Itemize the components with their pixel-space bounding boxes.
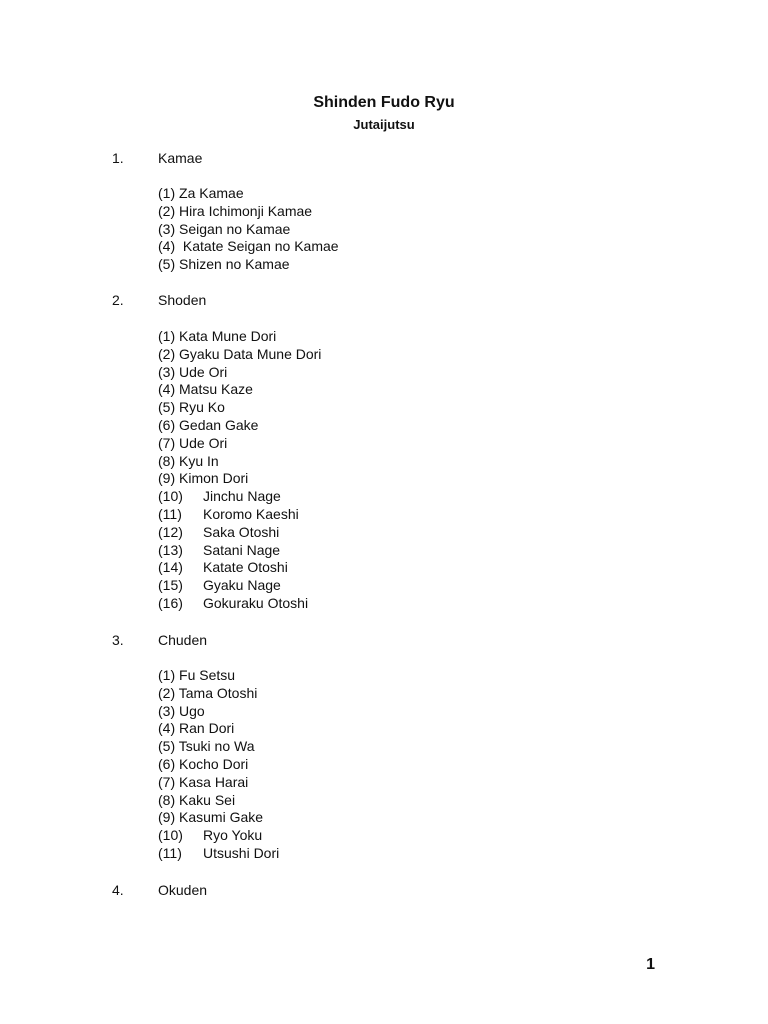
list-item <box>158 774 279 792</box>
section-chuden-items <box>158 667 279 863</box>
list-item-number: (9) <box>158 470 176 487</box>
list-item <box>158 256 339 274</box>
list-item-number: (5) <box>158 399 176 416</box>
section-shoden-items <box>158 328 321 613</box>
list-item <box>158 506 321 524</box>
list-item-number: (7) <box>158 434 176 451</box>
list-item-number: (3) <box>158 220 176 237</box>
list-item <box>158 792 279 810</box>
list-item-number: (8) <box>158 452 176 469</box>
list-item <box>158 221 339 239</box>
list-item-number: (2) <box>158 202 176 219</box>
section-number: 1. <box>112 150 124 166</box>
list-item <box>158 559 321 577</box>
list-item-text: Katate Seigan no Kamae <box>179 238 339 255</box>
list-item-text: Matsu Kaze <box>179 381 253 398</box>
list-item-number: (10) <box>158 488 183 505</box>
list-item-number: (11) <box>158 844 182 861</box>
list-item <box>158 703 279 721</box>
list-item-text: Gedan Gake <box>179 416 259 433</box>
list-item <box>158 417 321 435</box>
list-item <box>158 381 321 399</box>
list-item-number: (5) <box>158 256 176 273</box>
list-item-text: Jinchu Nage <box>203 488 281 505</box>
list-item <box>158 524 321 542</box>
list-item <box>158 685 279 703</box>
list-item-text: Kasumi Gake <box>179 809 264 826</box>
list-item-number: (2) <box>158 684 176 701</box>
list-item-text: Katate Otoshi <box>203 559 288 576</box>
list-item-text: Ude Ori <box>179 434 228 451</box>
list-item <box>158 488 321 506</box>
list-item <box>158 346 321 364</box>
list-item <box>158 845 279 863</box>
list-item <box>158 667 279 685</box>
list-item-text: Za Kamae <box>179 185 244 201</box>
list-item-number: (5) <box>158 738 176 755</box>
list-item-number: (10) <box>158 827 183 844</box>
list-item <box>158 809 279 827</box>
list-item-text: Ryo Yoku <box>203 827 263 844</box>
list-item-text: Kata Mune Dori <box>179 328 277 344</box>
list-item <box>158 238 339 256</box>
list-item-text: Kaku Sei <box>179 791 236 808</box>
list-item-number: (12) <box>158 523 183 540</box>
document-subtitle: Jutaijutsu <box>353 117 415 132</box>
list-item-text: Gokuraku Otoshi <box>203 594 309 611</box>
list-item-number: (1) <box>158 328 176 344</box>
list-item-number: (15) <box>158 577 183 594</box>
list-item-number: (9) <box>158 809 176 826</box>
list-item <box>158 577 321 595</box>
section-label: Okuden <box>158 882 208 898</box>
list-item-text: Gyaku Data Mune Dori <box>179 345 322 362</box>
list-item-text: Utsushi Dori <box>203 844 280 861</box>
list-item-text: Satani Nage <box>203 541 281 558</box>
list-item <box>158 364 321 382</box>
list-item-number: (6) <box>158 416 176 433</box>
list-item-text: Ran Dori <box>179 720 235 737</box>
list-item <box>158 185 339 203</box>
list-item <box>158 328 321 346</box>
list-item-number: (4) <box>158 720 176 737</box>
list-item-number: (6) <box>158 755 176 772</box>
list-item <box>158 756 279 774</box>
document-title: Shinden Fudo Ryu <box>313 94 455 111</box>
list-item-text: Shizen no Kamae <box>179 256 290 273</box>
section-number: 3. <box>112 632 124 648</box>
list-item-text: Kasa Harai <box>179 773 249 790</box>
list-item-text: Ugo <box>179 702 205 719</box>
list-item-number: (1) <box>158 185 176 201</box>
list-item-number: (4) <box>158 238 176 255</box>
list-item-text: Kyu In <box>179 452 219 469</box>
section-number: 2. <box>112 292 124 308</box>
list-item-number: (4) <box>158 381 176 398</box>
list-item-number: (1) <box>158 667 176 683</box>
list-item <box>158 203 339 221</box>
section-label: Chuden <box>158 632 208 648</box>
list-item-text: Gyaku Nage <box>203 577 281 594</box>
section-kamae-items <box>158 185 339 274</box>
list-item-text: Seigan no Kamae <box>179 220 291 237</box>
list-item-number: (11) <box>158 505 182 522</box>
list-item <box>158 453 321 471</box>
list-item-text: Koromo Kaeshi <box>203 505 299 522</box>
list-item <box>158 399 321 417</box>
list-item <box>158 827 279 845</box>
list-item <box>158 595 321 613</box>
list-item-text: Kimon Dori <box>179 470 249 487</box>
list-item <box>158 720 279 738</box>
list-item <box>158 470 321 488</box>
list-item-number: (7) <box>158 773 176 790</box>
list-item-text: Fu Setsu <box>179 667 236 683</box>
section-label: Shoden <box>158 292 207 308</box>
list-item-number: (3) <box>158 363 176 380</box>
list-item-text: Saka Otoshi <box>203 523 280 540</box>
list-item-text: Kocho Dori <box>179 755 249 772</box>
list-item-number: (2) <box>158 345 176 362</box>
page-number: 1 <box>646 956 655 973</box>
list-item-number: (16) <box>158 594 183 611</box>
list-item-number: (13) <box>158 541 183 558</box>
list-item-text: Ude Ori <box>179 363 228 380</box>
list-item <box>158 435 321 453</box>
list-item-number: (3) <box>158 702 176 719</box>
list-item-text: Tsuki no Wa <box>178 738 255 755</box>
list-item-number: (14) <box>158 559 183 576</box>
list-item <box>158 542 321 560</box>
section-number: 4. <box>112 882 124 898</box>
list-item-number: (8) <box>158 791 176 808</box>
list-item-text: Hira Ichimonji Kamae <box>179 202 313 219</box>
list-item <box>158 738 279 756</box>
list-item-text: Ryu Ko <box>179 399 225 416</box>
list-item-text: Tama Otoshi <box>178 684 258 701</box>
section-label: Kamae <box>158 150 203 166</box>
